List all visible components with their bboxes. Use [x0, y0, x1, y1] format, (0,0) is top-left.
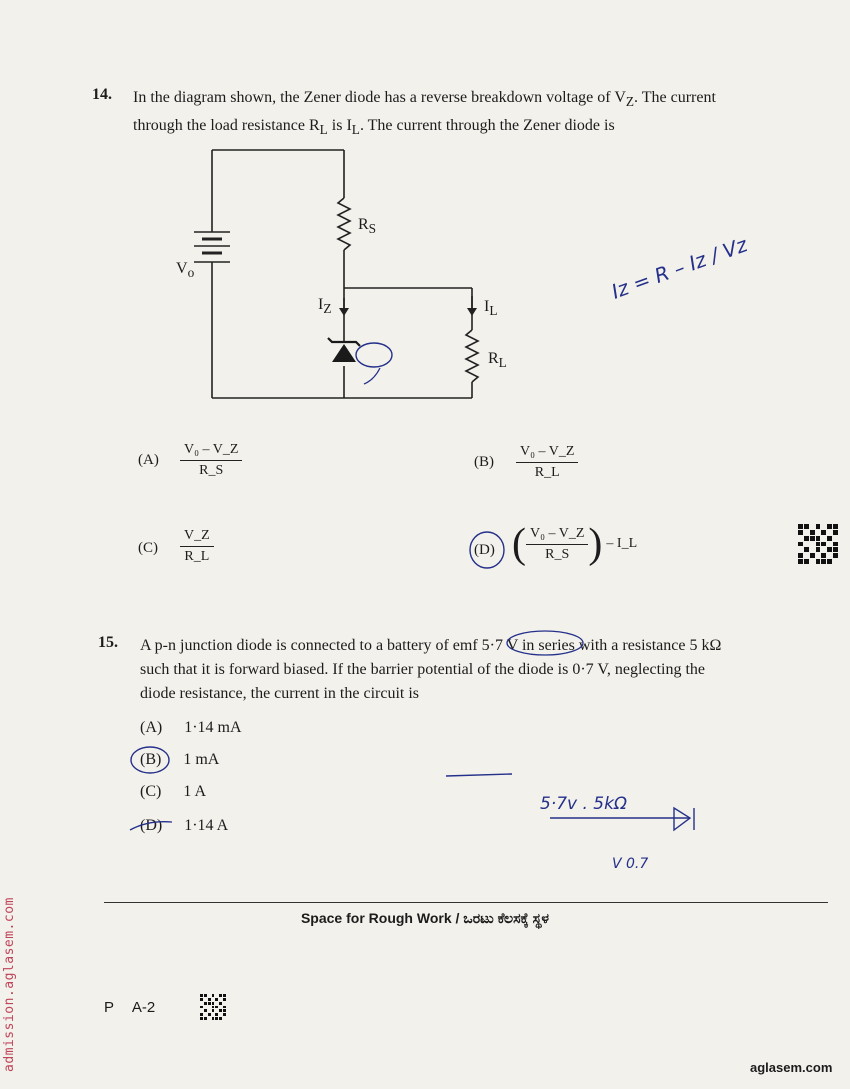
page-code-letter: P [104, 999, 114, 1016]
frac-numerator: V₀ – V_Z [180, 442, 242, 461]
option-text: 1·14 mA [184, 719, 242, 736]
q14-line2-b: is I [327, 117, 352, 135]
frac-denominator: R_L [184, 549, 210, 564]
watermark-text: admission.aglasem.com [2, 897, 17, 1072]
q14-line2-c: . The current through the Zener diode is [359, 117, 615, 135]
zener-circuit-diagram [160, 140, 540, 410]
handwritten-note-2: 5·7v . 5kΩ [540, 794, 627, 814]
vz-sub: Z [625, 94, 635, 110]
q14-number: 14. [92, 86, 112, 103]
q14-option-a-label[interactable]: (A) [138, 452, 159, 468]
option-text: 1 A [183, 783, 206, 800]
option-label: (B) [140, 751, 162, 768]
q15-line2: such that it is forward biased. If the barrier potential of the diode is 0·7 V, neglecting the [140, 661, 706, 678]
q14-line1-end: . The current [634, 89, 716, 106]
selection-circle-icon [466, 528, 508, 572]
frac-denominator: R_S [545, 546, 570, 562]
q14-line2-a: through the load resistance R [133, 117, 320, 135]
q14-stem [133, 86, 833, 142]
option-text: 1·14 A [184, 817, 229, 834]
option-label: (C) [140, 783, 162, 800]
frac-denominator: R_S [199, 463, 224, 478]
zener-diode-icon [332, 344, 356, 362]
frac-numerator: V₀ – V_Z [516, 444, 578, 463]
q14-option-c-fraction[interactable] [180, 528, 214, 565]
q14-option-b-fraction[interactable] [516, 444, 578, 481]
q15-number: 15. [98, 634, 118, 651]
rl-label: $R_L$ [488, 350, 507, 371]
q15-line3: diode resistance, the current in the circuit is [140, 685, 420, 702]
il-sub: L [351, 122, 360, 138]
handwritten-sketch [444, 764, 704, 844]
handwritten-note-3: V 0.7 [612, 856, 649, 872]
q14-option-d-expression[interactable] [512, 521, 638, 567]
rl-sub: L [319, 122, 328, 138]
emf-circle-icon [504, 628, 586, 658]
option-label: (A) [140, 719, 163, 736]
rs-label: $R_S$ [358, 216, 377, 237]
vo-label: $V_o$ [176, 260, 195, 281]
q14-option-d-label[interactable]: (D) [474, 542, 495, 558]
selected-answer-circle-icon [128, 744, 172, 776]
page-code-number: A-2 [131, 999, 156, 1016]
q14-option-b-label[interactable]: (B) [474, 454, 494, 470]
site-link[interactable]: aglasem.com [750, 1060, 833, 1075]
option-text: 1 mA [183, 751, 220, 768]
q15-line1: A p-n junction diode is connected to a battery of emf 5·7 V in series with a resistance 5 kΩ [140, 637, 722, 654]
rough-work-divider [104, 902, 828, 903]
q14-option-c-label[interactable]: (C) [138, 540, 158, 556]
right-paren: ) [588, 521, 603, 567]
frac-numerator: V₀ – V_Z [526, 526, 588, 545]
page-code [104, 999, 155, 1016]
qr-code-icon [798, 524, 838, 564]
rough-work-heading: Space for Rough Work / ಒರಟು ಕೆಲಸಕ್ಕೆ ಸ್ಥಳ [300, 910, 550, 926]
iz-label: $I_Z$ [318, 296, 332, 317]
small-qr-code-icon [200, 994, 226, 1020]
frac-denominator: R_L [534, 465, 560, 480]
q14-option-d-tail: – I_L [606, 536, 638, 551]
left-paren: ( [512, 521, 526, 567]
q15-option-c[interactable] [140, 780, 206, 804]
q14-line1: In the diagram shown, the Zener diode has a reverse breakdown voltage of V [133, 89, 626, 106]
q15-option-a[interactable] [140, 716, 242, 740]
q14-option-d-fraction [526, 526, 588, 563]
handwritten-note-1: Iz = R – Iz / Vz [608, 232, 751, 304]
strike-mark-icon [128, 816, 176, 836]
il-label: $I_L$ [484, 298, 498, 319]
q14-option-a-fraction[interactable] [180, 442, 242, 479]
option-label: (D) [140, 817, 163, 834]
frac-numerator: V_Z [180, 528, 214, 547]
q15-stem [140, 634, 840, 706]
